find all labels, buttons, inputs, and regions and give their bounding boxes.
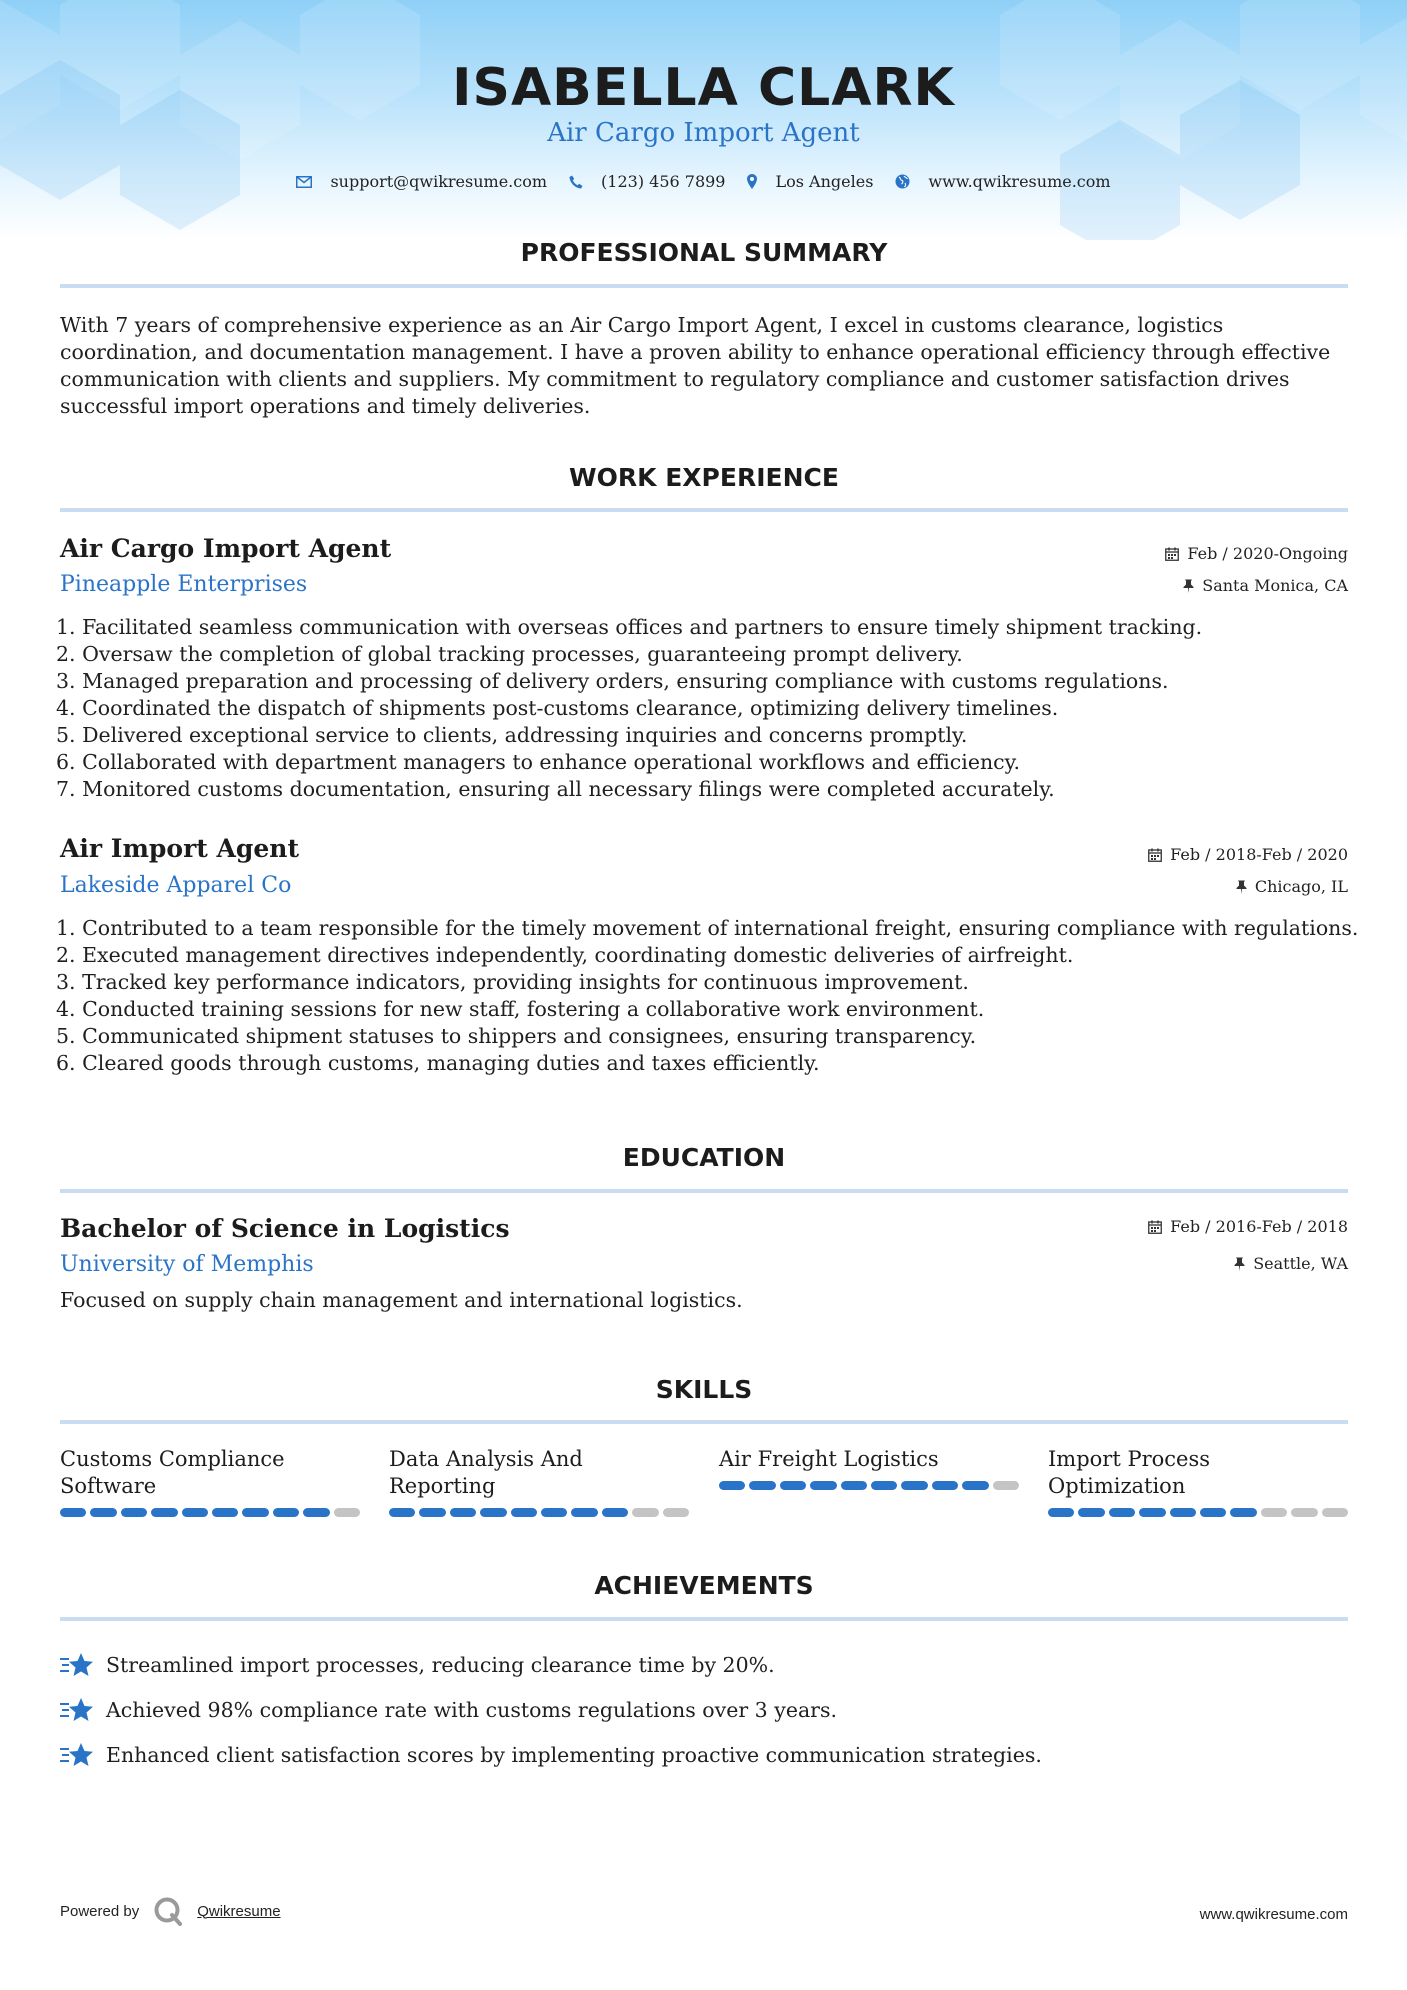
contact-bar <box>0 172 1407 191</box>
contact-website[interactable] <box>895 172 1110 191</box>
list-item: 2. Oversaw the completion of global tracking processes, guaranteeing prompt delivery. <box>56 642 963 666</box>
job-location-text: Chicago, IL <box>1254 877 1348 896</box>
pin-icon <box>1236 880 1247 894</box>
skill-dot-filled <box>90 1508 116 1517</box>
phone-icon <box>569 175 583 189</box>
company-name: Pineapple Enterprises <box>60 572 308 597</box>
list-item: 7. Monitored customs documentation, ensuring all necessary filings were completed accurately. <box>56 777 1055 801</box>
skill-dot-filled <box>1200 1508 1226 1517</box>
skill-dot-filled <box>571 1508 597 1517</box>
website-text: www.qwikresume.com <box>928 172 1111 191</box>
skill-dot-filled <box>962 1481 988 1490</box>
star-icon <box>60 1651 94 1679</box>
list-item <box>60 1687 1350 1732</box>
skill-dot-empty <box>632 1508 658 1517</box>
skill-dot-filled <box>541 1508 567 1517</box>
achievement-text: Enhanced client satisfaction scores by implementing proactive communication strategies. <box>106 1742 1042 1767</box>
skill-rating <box>1048 1508 1348 1517</box>
skill-name: Import Process Optimization <box>1048 1447 1211 1498</box>
skill-dot-filled <box>60 1508 86 1517</box>
summary-heading: PROFESSIONAL SUMMARY <box>520 238 888 267</box>
job-location <box>1183 576 1348 595</box>
school-name: University of Memphis <box>60 1252 314 1277</box>
skill-item <box>389 1446 689 1517</box>
skills-heading: SKILLS <box>655 1375 753 1404</box>
pin-icon <box>1234 1257 1245 1271</box>
calendar-icon <box>1148 848 1162 862</box>
envelope-icon <box>296 176 312 188</box>
skill-dot-filled <box>242 1508 268 1517</box>
list-item <box>60 1732 1350 1777</box>
education-dates-text: Feb / 2016-Feb / 2018 <box>1170 1217 1348 1236</box>
list-item: 3. Tracked key performance indicators, providing insights for continuous improvement. <box>56 970 969 994</box>
skill-dot-empty <box>663 1508 689 1517</box>
list-item: 5. Communicated shipment statuses to shippers and consignees, ensuring transparency. <box>56 1024 977 1048</box>
skill-name-line: Customs Compliance <box>60 1447 285 1471</box>
job-dates-text: Feb / 2020-Ongoing <box>1187 544 1348 563</box>
skill-dot-filled <box>1048 1508 1074 1517</box>
skill-dot-empty <box>1291 1508 1317 1517</box>
globe-icon <box>895 174 910 189</box>
skill-dot-filled <box>1109 1508 1135 1517</box>
list-item: 3. Managed preparation and processing of delivery orders, ensuring compliance with customs regulations. <box>56 669 1169 693</box>
skill-item <box>1048 1446 1348 1517</box>
list-item: 4. Coordinated the dispatch of shipments post-customs clearance, optimizing delivery timelines. <box>56 696 1059 720</box>
map-marker-icon <box>747 174 757 189</box>
skill-dot-filled <box>182 1508 208 1517</box>
pin-icon <box>1183 579 1194 593</box>
skill-rating <box>389 1508 689 1517</box>
job-title: Air Import Agent <box>60 834 300 863</box>
education-location <box>1234 1254 1348 1273</box>
skill-dot-filled <box>1139 1508 1165 1517</box>
qwikresume-logo-icon <box>153 1896 183 1926</box>
skill-dot-filled <box>273 1508 299 1517</box>
skill-dot-filled <box>719 1481 745 1490</box>
company-name: Lakeside Apparel Co <box>60 873 292 898</box>
calendar-icon <box>1148 1220 1162 1234</box>
skill-dot-empty <box>1322 1508 1348 1517</box>
skill-item <box>60 1446 360 1517</box>
skill-dot-filled <box>151 1508 177 1517</box>
skill-name: Data Analysis And Reporting <box>389 1447 583 1498</box>
skill-dot-filled <box>212 1508 238 1517</box>
list-item: 6. Collaborated with department managers to enhance operational workflows and efficiency. <box>56 750 1021 774</box>
achievement-text: Streamlined import processes, reducing clearance time by 20%. <box>106 1652 775 1677</box>
experience-divider <box>60 508 1348 512</box>
footer-powered-by <box>60 1896 281 1926</box>
skill-dot-filled <box>901 1481 927 1490</box>
candidate-name: ISABELLA CLARK <box>452 58 955 118</box>
skill-dot-filled <box>450 1508 476 1517</box>
contact-location <box>747 172 873 191</box>
education-divider <box>60 1189 1348 1193</box>
list-item: 1. Contributed to a team responsible for the timely movement of international freight, ensuring compliance with regulations. <box>56 916 1359 940</box>
skill-rating <box>60 1508 360 1517</box>
skill-dot-filled <box>1230 1508 1256 1517</box>
experience-heading: WORK EXPERIENCE <box>569 463 839 492</box>
list-item: 6. Cleared goods through customs, managing duties and taxes efficiently. <box>56 1051 820 1075</box>
skill-dot-filled <box>389 1508 415 1517</box>
skill-dot-filled <box>749 1481 775 1490</box>
list-item <box>60 1642 1350 1687</box>
candidate-title: Air Cargo Import Agent <box>547 118 860 148</box>
skill-dot-filled <box>780 1481 806 1490</box>
job-location <box>1236 877 1348 896</box>
achievement-list <box>60 1642 1350 1777</box>
skill-item <box>719 1446 1019 1490</box>
star-icon <box>60 1741 94 1769</box>
achievements-divider <box>60 1617 1348 1621</box>
skill-dot-empty <box>1261 1508 1287 1517</box>
skills-divider <box>60 1420 1348 1424</box>
star-icon <box>60 1696 94 1724</box>
phone-text: (123) 456 7899 <box>601 172 726 191</box>
job-dates <box>1148 845 1348 864</box>
contact-email[interactable] <box>296 172 547 191</box>
location-text: Los Angeles <box>775 172 874 191</box>
education-dates <box>1148 1217 1348 1236</box>
job-dates-text: Feb / 2018-Feb / 2020 <box>1170 845 1348 864</box>
skill-dot-filled <box>511 1508 537 1517</box>
summary-divider <box>60 284 1348 288</box>
footer-website[interactable]: www.qwikresume.com <box>1199 1906 1348 1923</box>
skill-dot-filled <box>303 1508 329 1517</box>
education-heading: EDUCATION <box>622 1143 786 1172</box>
job-bullet-list <box>56 915 1359 1077</box>
job-bullet-list <box>56 614 1356 803</box>
contact-phone[interactable] <box>569 172 725 191</box>
skill-name: Air Freight Logistics <box>719 1447 939 1471</box>
skill-dot-filled <box>841 1481 867 1490</box>
skill-dot-filled <box>121 1508 147 1517</box>
job-dates <box>1165 544 1348 563</box>
achievements-heading: ACHIEVEMENTS <box>594 1571 814 1600</box>
email-text: support@qwikresume.com <box>330 172 548 191</box>
summary-text: With 7 years of comprehensive experience as an Air Cargo Import Agent, I excel in customs clearance, logistics coordination, and documentation management. I have a proven ability to enhance operational efficiency through effective communication with clients and suppliers. My commitment to regulatory compliance and customer satisfaction drives successful import operations and timely deliveries. <box>60 313 1331 418</box>
skill-dot-filled <box>810 1481 836 1490</box>
skill-name <box>60 1446 360 1500</box>
calendar-icon <box>1165 547 1179 561</box>
skill-dot-filled <box>419 1508 445 1517</box>
education-location-text: Seattle, WA <box>1253 1254 1348 1273</box>
skill-dot-filled <box>871 1481 897 1490</box>
skill-dot-filled <box>480 1508 506 1517</box>
list-item: 2. Executed management directives independently, coordinating domestic deliveries of airfreight. <box>56 943 1074 967</box>
powered-by-label: Powered by <box>60 1902 140 1920</box>
skill-dot-filled <box>602 1508 628 1517</box>
degree-title: Bachelor of Science in Logistics <box>60 1214 510 1243</box>
job-title: Air Cargo Import Agent <box>60 534 392 563</box>
list-item: 4. Conducted training sessions for new staff, fostering a collaborative work environment. <box>56 997 985 1021</box>
brand-link[interactable]: Qwikresume <box>197 1902 281 1920</box>
skill-dot-filled <box>1170 1508 1196 1517</box>
skill-dot-empty <box>993 1481 1019 1490</box>
skill-dot-filled <box>932 1481 958 1490</box>
education-description: Focused on supply chain management and international logistics. <box>60 1288 743 1312</box>
job-location-text: Santa Monica, CA <box>1202 576 1348 595</box>
achievement-text: Achieved 98% compliance rate with customs regulations over 3 years. <box>106 1697 838 1722</box>
skill-name-line: Software <box>60 1474 157 1498</box>
skill-rating <box>719 1481 1019 1490</box>
skill-dot-empty <box>334 1508 360 1517</box>
list-item: 1. Facilitated seamless communication with overseas offices and partners to ensure timely shipment tracking. <box>56 615 1203 639</box>
skill-dot-filled <box>1078 1508 1104 1517</box>
list-item: 5. Delivered exceptional service to clients, addressing inquiries and concerns promptly. <box>56 723 968 747</box>
